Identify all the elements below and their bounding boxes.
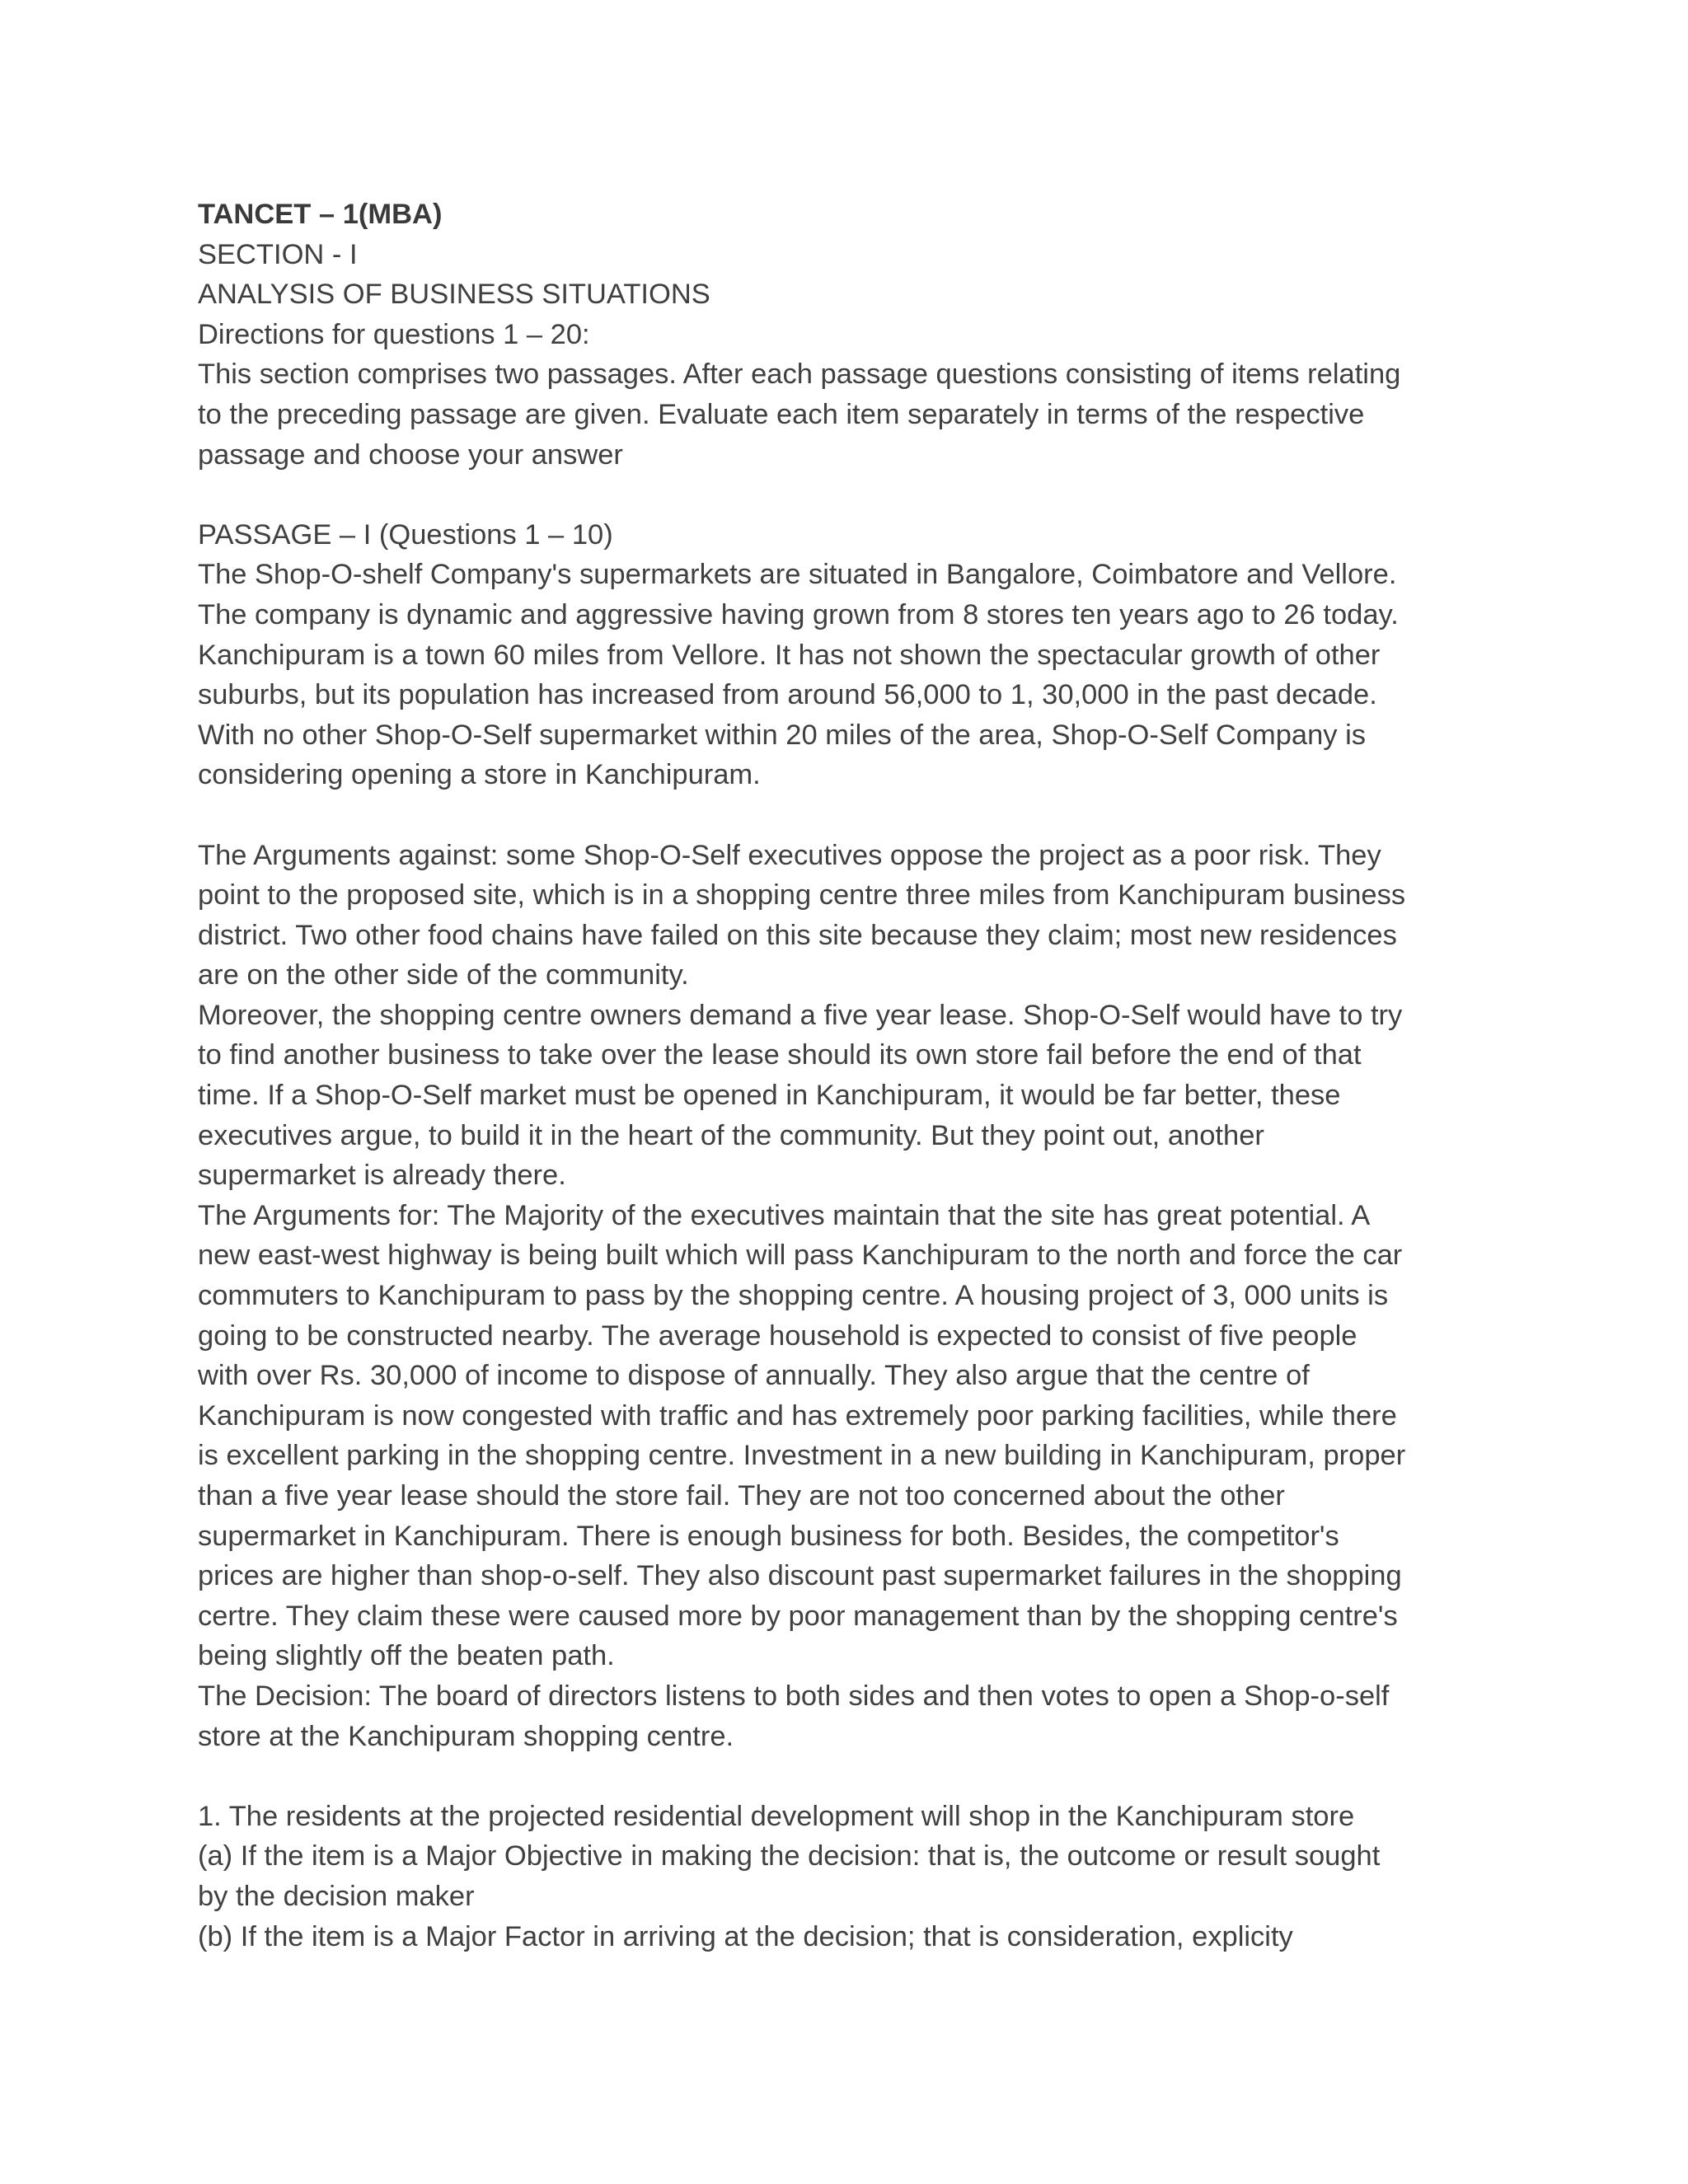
document-page (198, 194, 1517, 1957)
text-line: going to be constructed nearby. The average household is expected to consist of five people (198, 1319, 1357, 1352)
question-1 (198, 1797, 1517, 1957)
paragraph-spacer (198, 475, 1517, 515)
text-line: store at the Kanchipuram shopping centre. (198, 1720, 734, 1752)
text-line: are on the other side of the community. (198, 959, 689, 991)
section-name: ANALYSIS OF BUSINESS SITUATIONS (198, 279, 710, 311)
option-a-text: by the decision maker (198, 1880, 475, 1912)
document-title: TANCET – 1(MBA) (198, 199, 443, 230)
text-line: with over Rs. 30,000 of income to dispose of annually. They also argue that the centre of (198, 1360, 1310, 1392)
directions-paragraph (198, 354, 1517, 475)
text-line: This section comprises two passages. After each passage questions consisting of items relating (198, 359, 1401, 391)
text-line: supermarket is already there. (198, 1160, 566, 1192)
passage-heading: PASSAGE – I (Questions 1 – 10) (198, 518, 613, 551)
text-line: The Arguments for: The Majority of the executives maintain that the site has great potential. A (198, 1199, 1371, 1231)
text-line: considering opening a store in Kanchipuram. (198, 759, 761, 791)
passage-intro-paragraph (198, 555, 1517, 795)
text-line: point to the proposed site, which is in a shopping centre three miles from Kanchipuram business (198, 879, 1406, 912)
text-line: than a five year lease should the store fail. They are not too concerned about the other (198, 1480, 1285, 1511)
text-line: being slightly off the beaten path. (198, 1640, 615, 1672)
text-line: The Arguments against: some Shop-O-Self executives oppose the project as a poor risk. They (198, 839, 1381, 871)
paragraph-spacer (198, 1756, 1517, 1797)
paragraph-spacer (198, 795, 1517, 836)
directions-heading: Directions for questions 1 – 20: (198, 318, 590, 350)
option-b-text: (b) If the item is a Major Factor in arriving at the decision; that is consideration, explicity (198, 1920, 1293, 1952)
question-text: 1. The residents at the projected residential development will shop in the Kanchipuram store (198, 1800, 1355, 1832)
text-line: With no other Shop-O-Self supermarket within 20 miles of the area, Shop-O-Self Company is (198, 719, 1367, 751)
text-line: supermarket in Kanchipuram. There is enough business for both. Besides, the competitor's (198, 1520, 1339, 1552)
text-line: is excellent parking in the shopping centre. Investment in a new building in Kanchipuram, proper (198, 1440, 1406, 1472)
text-line: new east-west highway is being built which will pass Kanchipuram to the north and force the car (198, 1240, 1403, 1272)
text-line: prices are higher than shop-o-self. They also discount past supermarket failures in the shopping (198, 1560, 1402, 1592)
section-label: SECTION - I (198, 238, 358, 270)
text-line: The Decision: The board of directors listens to both sides and then votes to open a Shop-o-self (198, 1680, 1390, 1712)
text-line: Kanchipuram is a town 60 miles from Vellore. It has not shown the spectacular growth of other (198, 639, 1381, 671)
text-line: district. Two other food chains have failed on this site because they claim; most new residences (198, 919, 1397, 951)
text-line: certre. They claim these were caused more by poor management than by the shopping centre's (198, 1600, 1398, 1632)
text-line: executives argue, to build it in the heart of the community. But they point out, another (198, 1119, 1264, 1151)
text-line: The Shop-O-shelf Company's supermarkets are situated in Bangalore, Coimbatore and Vellore. (198, 559, 1397, 591)
text-line: Kanchipuram is now congested with traffic and has extremely poor parking facilities, while there (198, 1399, 1397, 1432)
text-line: suburbs, but its population has increased from around 56,000 to 1, 30,000 in the past decade. (198, 679, 1377, 711)
text-line: to the preceding passage are given. Evaluate each item separately in terms of the respective (198, 398, 1365, 430)
text-line: time. If a Shop-O-Self market must be opened in Kanchipuram, it would be far better, these (198, 1080, 1341, 1112)
text-line: commuters to Kanchipuram to pass by the shopping centre. A housing project of 3, 000 units is (198, 1280, 1389, 1312)
text-line: The company is dynamic and aggressive having grown from 8 stores ten years ago to 26 today. (198, 598, 1399, 630)
text-line: passage and choose your answer (198, 438, 623, 471)
option-a-text: (a) If the item is a Major Objective in making the decision: that is, the outcome or result sought (198, 1840, 1381, 1872)
text-line: to find another business to take over the lease should its own store fail before the end of that (198, 1039, 1362, 1071)
passage-body (198, 836, 1517, 1757)
text-line: Moreover, the shopping centre owners demand a five year lease. Shop-O-Self would have to try (198, 999, 1403, 1031)
